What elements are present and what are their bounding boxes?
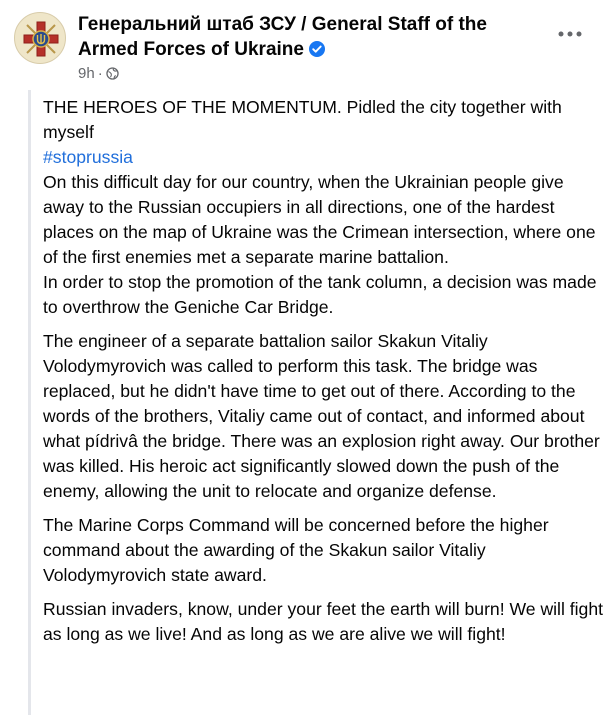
more-options-button[interactable] xyxy=(552,22,588,46)
globe-icon[interactable] xyxy=(106,67,119,80)
post-body xyxy=(28,90,608,715)
post-paragraph: The engineer of a separate battalion sailor Skakun Vitaliy Volodymyrovich was called to perform this task. The bridge was replaced, but he didn't have time to get out of there. According to the words of the brothers, Vitaliy came out of contact, and informed about what pídrivâ the bridge. There was an explosion right away. Our brother was killed. His heroic act significantly slowed down the push of the enemy, allowing the unit to relocate and organize defense. xyxy=(43,331,600,501)
meta-separator: · xyxy=(97,65,103,82)
post-paragraph: In order to stop the promotion of the tank column, a decision was made to overthrow the Geniche Car Bridge. xyxy=(43,272,597,317)
verified-badge-icon xyxy=(308,40,326,58)
post-paragraph: On this difficult day for our country, when the Ukrainian people give away to the Russian occupiers in all directions, one of the hardest places on the map of Ukraine was the Crimean intersection, where one of the first enemies met a separate marine battalion. xyxy=(43,172,596,267)
post-title: THE HEROES OF THE MOMENTUM. Pidled the city together with myself xyxy=(43,97,562,142)
page-name-text[interactable]: Генеральний штаб ЗСУ / General Staff of the Armed Forces of Ukraine xyxy=(78,14,487,60)
more-options-icon xyxy=(557,30,583,38)
post-header xyxy=(0,0,615,90)
page-avatar[interactable] xyxy=(14,12,66,64)
post-meta xyxy=(78,64,119,84)
post-paragraph: The Marine Corps Command will be concerned before the higher command about the awarding of the Skakun sailor Vitaliy Volodymyrovich state award. xyxy=(43,515,549,585)
page-name[interactable] xyxy=(78,12,548,62)
emblem-icon xyxy=(15,13,66,64)
hashtag-link[interactable]: #stoprussia xyxy=(43,147,133,167)
post-time[interactable]: 9h xyxy=(78,65,95,82)
post-paragraph: Russian invaders, know, under your feet the earth will burn! We will fight as long as we live! And as long as we are alive we will fight! xyxy=(43,599,604,644)
